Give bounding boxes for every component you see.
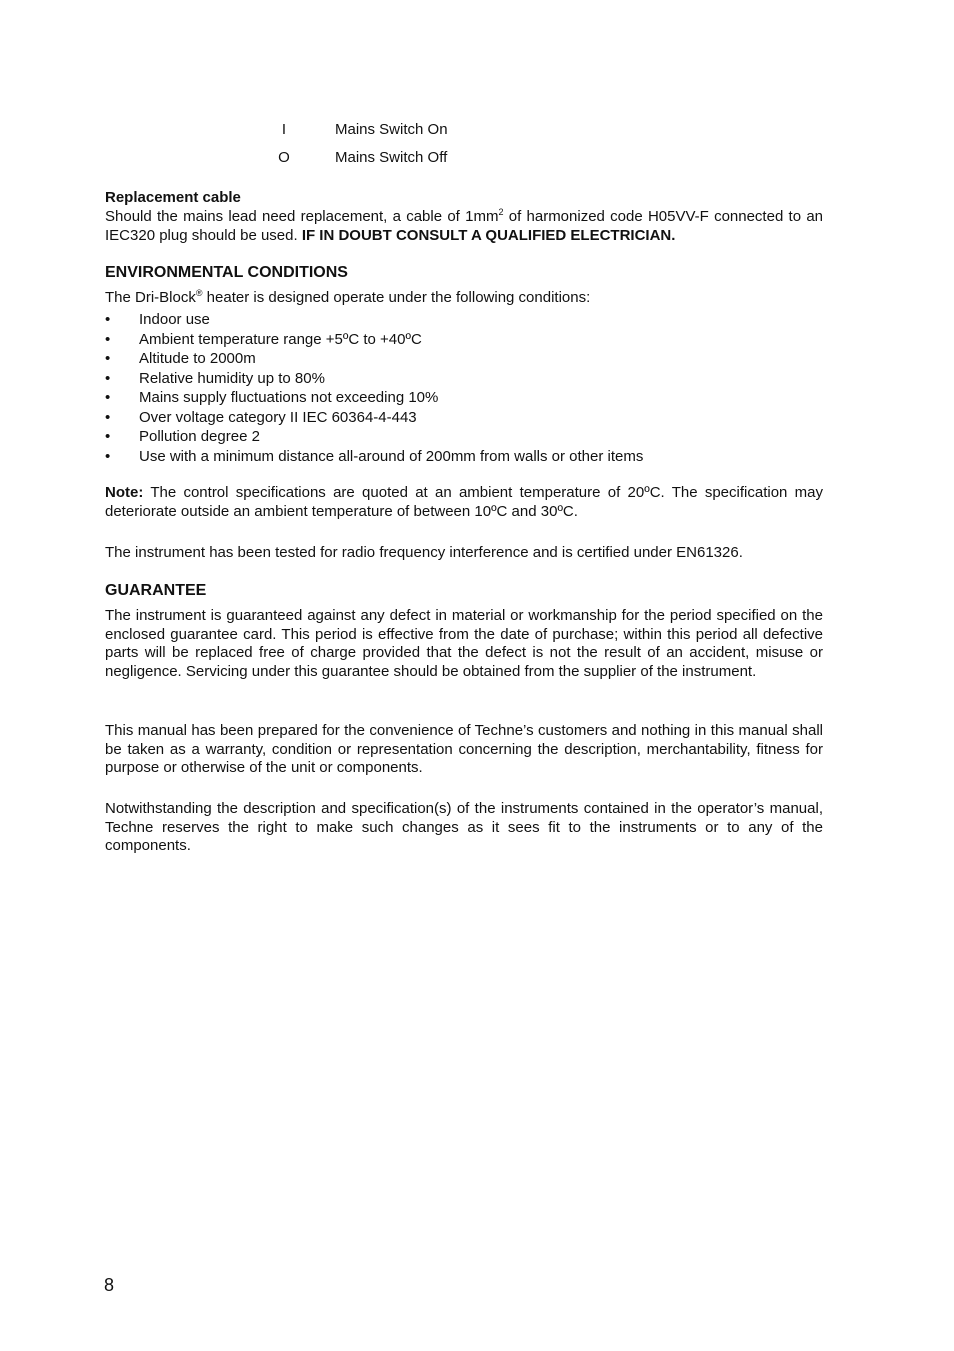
guarantee-paragraph: The instrument is guaranteed against any defect in material or workmanship for the period specified on the enclosed guarantee card. This period is effective from the date of purchase; within this period all defective parts will be replaced free of charge provided that the defect is not the result of an accident, misuse or negligence. Servicing under this guarantee should be obtained from the supplier of the instrument. — [105, 607, 823, 680]
list-item — [105, 310, 643, 330]
switch-symbol-table — [270, 115, 448, 171]
bullet-icon: • — [105, 428, 111, 446]
guarantee-heading: GUARANTEE — [105, 582, 207, 599]
condition-text: Use with a minimum distance all-around of 200mm from walls or other items — [139, 447, 644, 465]
replacement-cable-text — [105, 208, 823, 245]
list-item — [105, 427, 643, 447]
switch-description: Mains Switch Off — [335, 148, 448, 166]
condition-text: Relative humidity up to 80% — [139, 369, 325, 387]
manual-disclaimer-paragraph: This manual has been prepared for the convenience of Techne’s customers and nothing in this manual shall be taken as a warranty, condition or representation concerning the description, merchantability, fitness for purpose or otherwise of the unit or components. — [105, 722, 823, 777]
condition-text: Pollution degree 2 — [139, 428, 260, 446]
bullet-icon: • — [105, 447, 111, 465]
list-item — [105, 408, 643, 428]
bullet-icon: • — [105, 369, 111, 387]
bullet-icon: • — [105, 350, 111, 368]
condition-text: Indoor use — [139, 311, 210, 329]
electrician-warning: IF IN DOUBT CONSULT A QUALIFIED ELECTRICIAN. — [301, 226, 676, 244]
list-item — [105, 349, 643, 369]
environmental-heading: ENVIRONMENTAL CONDITIONS — [105, 264, 348, 281]
note-text: The control specifications are quoted at an ambient temperature of 20ºC. The specification may deteriorate outside an ambient temperature of between 10ºC and 30ºC. — [105, 484, 823, 520]
switch-symbol: O — [278, 148, 290, 166]
condition-text: Ambient temperature range +5ºC to +40ºC — [139, 330, 422, 348]
page-number: 8 — [104, 1275, 115, 1295]
bullet-icon: • — [105, 389, 111, 407]
condition-text: Altitude to 2000m — [139, 350, 256, 368]
replacement-cable-heading: Replacement cable — [105, 189, 241, 206]
registered-mark: ® — [195, 288, 203, 298]
cable-text-part: Should the mains lead need replacement, a cable of 1mm — [105, 208, 499, 225]
list-item — [105, 330, 643, 350]
list-item — [105, 447, 643, 467]
intro-text-part: heater is designed operate under the following conditions: — [202, 289, 591, 306]
switch-row-on — [270, 115, 448, 143]
changes-paragraph: Notwithstanding the description and specification(s) of the instruments contained in the operator’s manual, Techne reserves the right to make such changes as it sees fit to the instruments or to any of the components. — [105, 800, 823, 855]
note-label: Note: — [105, 484, 144, 501]
switch-description: Mains Switch On — [335, 120, 448, 138]
cable-superscript: 2 — [498, 207, 504, 217]
bullet-icon: • — [105, 330, 111, 348]
conditions-list — [105, 310, 643, 466]
cable-text-part: of harmonized code H05VV-F connected to an IEC320 plug should be used. — [105, 208, 824, 244]
rfi-paragraph: The instrument has been tested for radio frequency interference and is certified under EN61326. — [105, 544, 743, 561]
note-paragraph — [105, 484, 823, 521]
list-item — [105, 369, 643, 389]
switch-symbol: I — [281, 120, 287, 138]
bullet-icon: • — [105, 311, 111, 329]
intro-text-part: The Dri-Block — [105, 289, 196, 306]
condition-text: Mains supply fluctuations not exceeding 10% — [139, 389, 439, 407]
switch-row-off — [270, 143, 448, 171]
bullet-icon: • — [105, 408, 111, 426]
condition-text: Over voltage category II IEC 60364-4-443 — [139, 408, 417, 426]
environmental-intro — [105, 289, 823, 308]
list-item — [105, 388, 643, 408]
